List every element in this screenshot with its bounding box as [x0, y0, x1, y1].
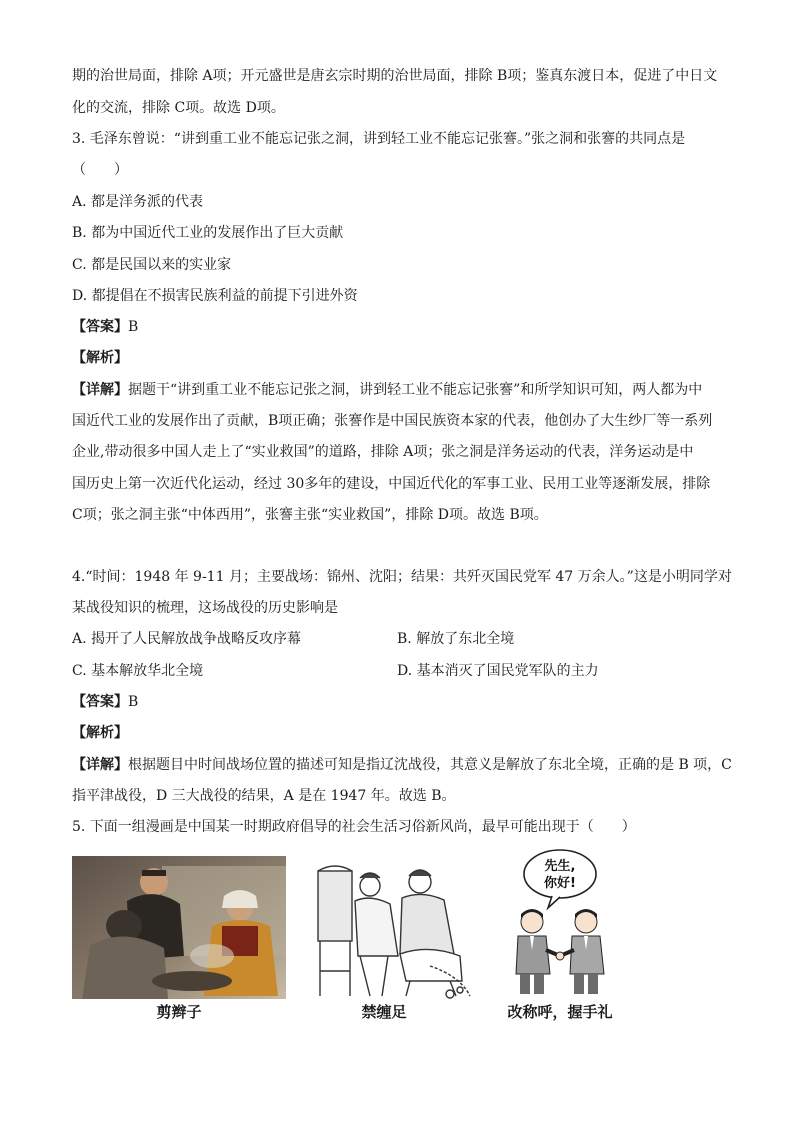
question-5-stem: 5. 下面一组漫画是中国某一时期政府倡导的社会生活习俗新风尚，最早可能出现于（ ） — [72, 819, 636, 835]
answer-value: B — [128, 694, 139, 710]
answer-line — [72, 692, 138, 712]
text-line: 期的治世局面，排除 A项；开元盛世是唐玄宗时期的治世局面，排除 B项；鉴真东渡日本，促进了中日文 — [72, 68, 718, 84]
answer-value: B — [128, 319, 139, 335]
question-4-stem: 某战役知识的梳理，这场战役的历史影响是 — [72, 600, 338, 616]
detail-line: 国近代工业的发展作出了贡献，B项正确；张謇作是中国民族资本家的代表，他创办了大生纱厂等一系列 — [72, 413, 713, 429]
question-3-bracket: （ ） — [72, 162, 128, 178]
answer-line — [72, 317, 138, 337]
option-d: D. 都提倡在不损害民族利益的前提下引进外资 — [72, 288, 358, 304]
painting-cutting-queue-image — [72, 856, 286, 999]
bubble-text-1: 先生, — [544, 859, 576, 874]
detail-line: 企业,带动很多中国人走上了“实业救国”的道路，排除 A项；张之洞是洋务运动的代表，洋务运动是中 — [72, 444, 694, 460]
caption-handshake: 改称呼，握手礼 — [507, 1003, 613, 1021]
answer-tag: 【答案】 — [72, 319, 128, 335]
detail-line: 【详解】根据题目中时间战场位置的描述可知是指辽沈战役，其意义是解放了东北全境，正确的是 B 项，C — [72, 757, 732, 773]
text-line: 化的交流，排除 C项。故选 D项。 — [72, 100, 285, 116]
option-a: A. 揭开了人民解放战争战略反攻序幕 — [72, 631, 302, 647]
detail-line: 【详解】据题干“讲到重工业不能忘记张之洞，讲到轻工业不能忘记张謇”和所学知识可知，两人都为中 — [72, 382, 703, 398]
detail-line: 指平津战役，D 三大战役的结果，A 是在 1947 年。故选 B。 — [72, 788, 456, 804]
caption-ban-footbinding: 禁缠足 — [361, 1003, 407, 1021]
analysis-tag: 【解析】 — [72, 350, 128, 366]
cartoon-handshake-image — [500, 846, 620, 1001]
option-c: C. 基本解放华北全境 — [72, 663, 204, 679]
caption-cut-queue: 剪辫子 — [156, 1003, 202, 1021]
answer-tag: 【答案】 — [72, 694, 128, 710]
analysis-tag: 【解析】 — [72, 725, 128, 741]
detail-tag: 【详解】 — [72, 757, 128, 773]
option-d: D. 基本消灭了国民党军队的主力 — [397, 663, 599, 679]
question-3-stem: 3. 毛泽东曾说：“讲到重工业不能忘记张之洞，讲到轻工业不能忘记张謇。”张之洞和张謇的共同点是 — [72, 131, 686, 147]
option-b: B. 都为中国近代工业的发展作出了巨大贡献 — [72, 225, 344, 241]
option-b: B. 解放了东北全境 — [397, 631, 515, 647]
bubble-text-2: 你好! — [544, 876, 576, 891]
option-a: A. 都是洋务派的代表 — [72, 194, 204, 210]
detail-line: C项；张之洞主张“中体西用”，张謇主张“实业救国”，排除 D项。故选 B项。 — [72, 507, 548, 523]
detail-line: 国历史上第一次近代化运动，经过 30多年的建设，中国近代化的军事工业、民用工业等逐渐发展，排除 — [72, 476, 711, 492]
drawing-foot-binding-image — [310, 856, 480, 1001]
detail-tag: 【详解】 — [72, 382, 128, 398]
question-4-stem: 4.“时间：1948 年 9-11 月；主要战场：锦州、沈阳；结果：共歼灭国民党军 47 万余人。”这是小明同学对 — [72, 569, 732, 585]
option-c: C. 都是民国以来的实业家 — [72, 257, 232, 273]
